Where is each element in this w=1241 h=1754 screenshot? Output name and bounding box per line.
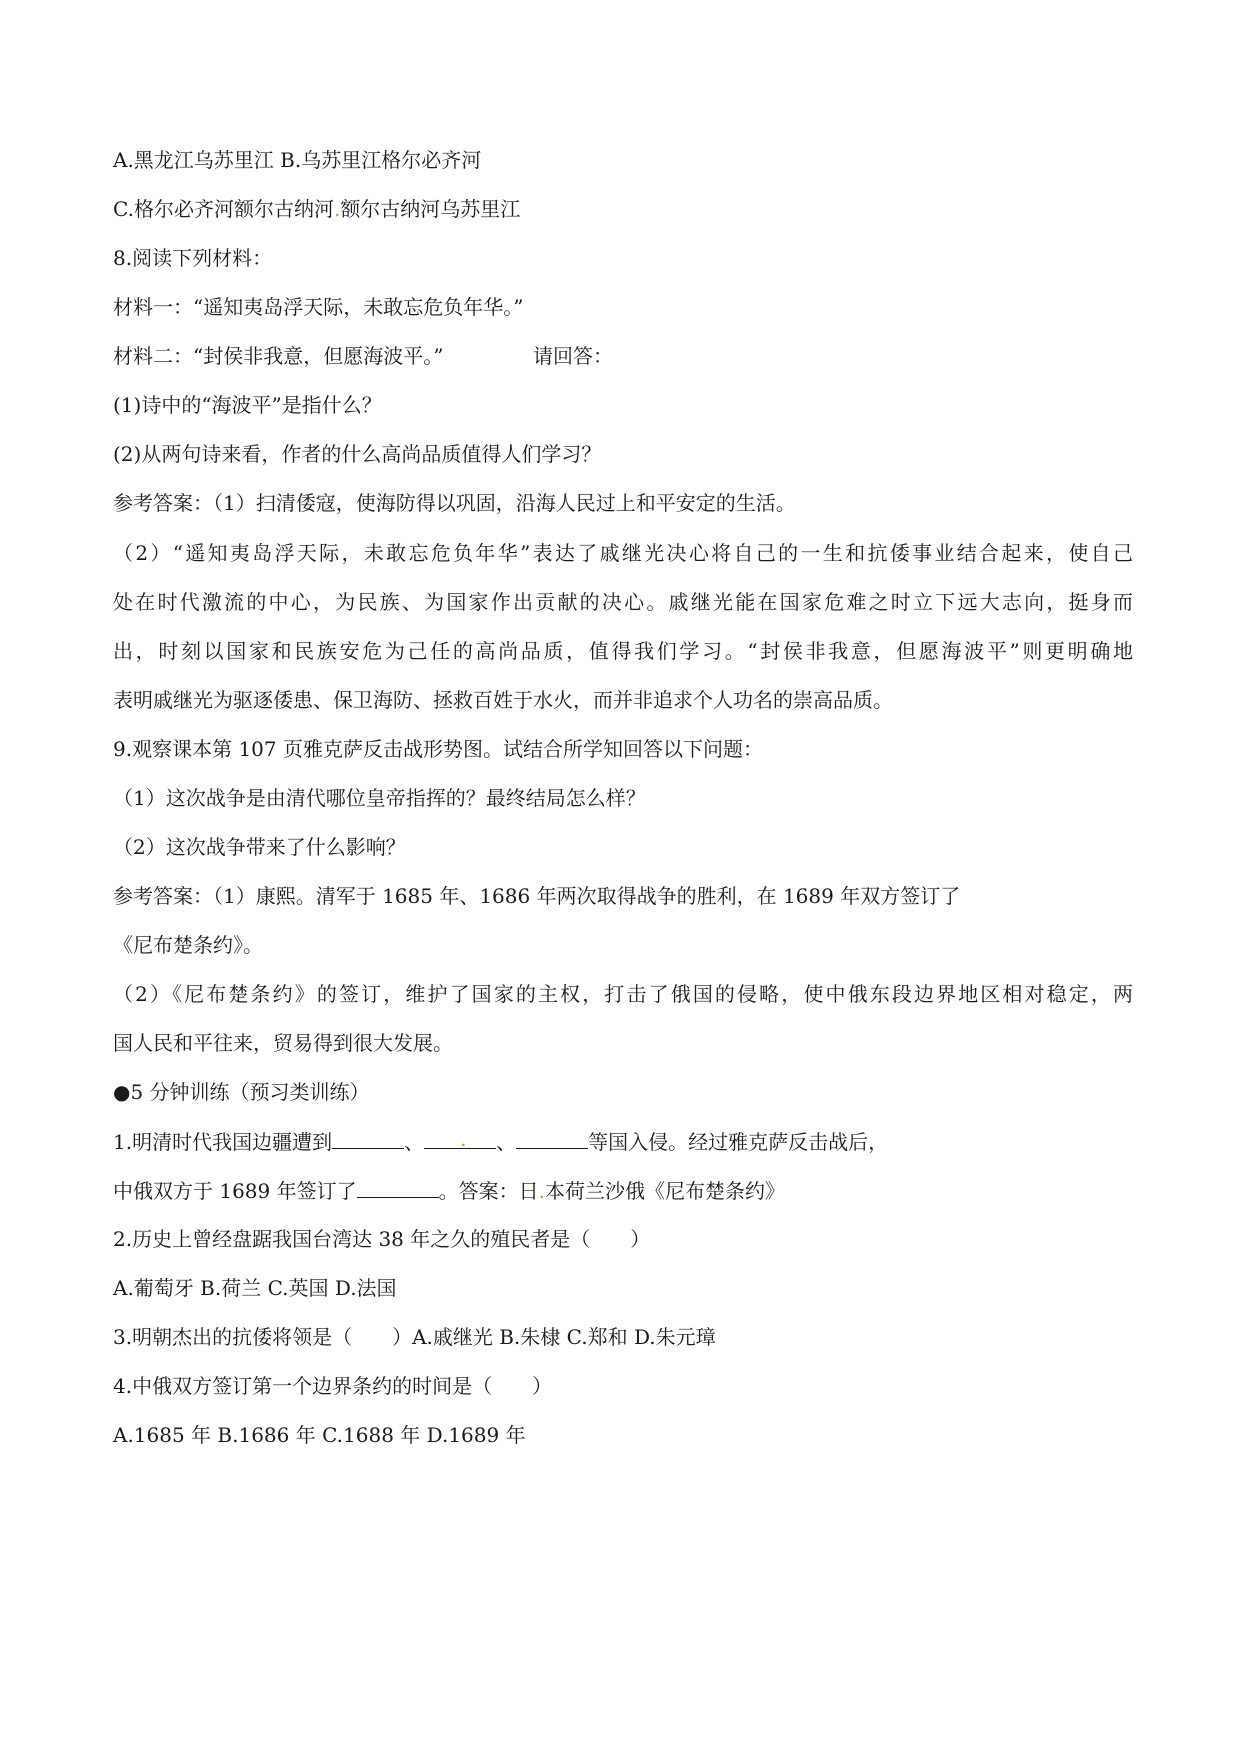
blank-line [332, 1128, 404, 1149]
material-1 [113, 294, 1133, 320]
exercise-4-options [113, 1422, 1133, 1448]
blank-line [516, 1128, 588, 1149]
answer-9-1-line-2 [113, 932, 1133, 958]
answer-8-2-line-1: （2）“遥知夷岛浮天际，未敢忘危负年华”表达了戚继光决心将自己的一生和抗倭事业结合起来，使自己 [113, 541, 1133, 565]
text: (2)从两句诗来看，作者的什么高尚品质值得人们学习？ [113, 442, 602, 466]
option-line-1 [113, 147, 1133, 173]
blank-line [424, 1128, 496, 1149]
answer-8-2-line-2: 处在时代激流的中心，为民族、为国家作出贡献的决心。戚继光能在国家危难之时立下远大志向，挺身而 [113, 590, 1133, 614]
exercise-1-line-1 [113, 1128, 1133, 1155]
text: 中俄双方于 1689 年签订了 [113, 1179, 357, 1203]
text: 等国入侵。经过雅克萨反击战后， [588, 1130, 889, 1154]
text: A.葡萄牙 B.荷兰 C.英国 D.法国 [113, 1276, 397, 1300]
exercise-1-line-2 [113, 1177, 1133, 1204]
dot-mark: . [333, 197, 341, 221]
question-9-title [113, 736, 1133, 762]
text: 国人民和平往来，贸易得到很大发展。 [113, 1031, 453, 1055]
text: 《尼布楚条约》。 [113, 933, 263, 957]
text: 参考答案：（1）扫清倭寇，使海防得以巩固，沿海人民过上和平安定的生活。 [113, 491, 796, 515]
question-9-2 [113, 834, 1133, 860]
answer-9-2-line-2 [113, 1030, 1133, 1056]
text: 4.中俄双方签订第一个边界条约的时间是（ ） [113, 1374, 553, 1398]
answer-8-2-line-4 [113, 687, 1133, 713]
text: （2）这次战争带来了什么影响？ [113, 835, 406, 859]
exercise-2 [113, 1226, 1133, 1252]
answer-9-2-line-1: （2）《尼布楚条约》的签订，维护了国家的主权，打击了俄国的侵略，使中俄东段边界地区相对稳定，两 [113, 982, 1133, 1006]
option-line-2 [113, 196, 1133, 222]
answer-8-1 [113, 490, 1133, 516]
blank-line [357, 1177, 439, 1198]
exercise-4 [113, 1373, 1133, 1399]
text: 2.历史上曾经盘踞我国台湾达 38 年之久的殖民者是（ ） [113, 1227, 651, 1251]
text: （1）这次战争是由清代哪位皇帝指挥的？最终结局怎么样？ [113, 786, 646, 810]
text: A.1685 年 B.1686 年 C.1688 年 D.1689 年 [113, 1423, 526, 1447]
material-2 [113, 343, 1133, 369]
text: 3.明朝杰出的抗倭将领是（ ）A.戚继光 B.朱棣 C.郑和 D.朱元璋 [113, 1325, 716, 1349]
question-8-title [113, 245, 1133, 271]
text: 。答案：日 [438, 1179, 539, 1203]
section-heading [113, 1079, 1133, 1105]
text: 额尔古纳河乌苏里江 [340, 197, 521, 221]
question-8-2 [113, 441, 1133, 467]
exercise-2-options [113, 1275, 1133, 1301]
answer-8-2-line-3: 出，时刻以国家和民族安危为己任的高尚品质，值得我们学习。“封侯非我意，但愿海波平”则更明确地 [113, 639, 1133, 663]
text: 材料一：“遥知夷岛浮天际，未敢忘危负年华。” [113, 295, 524, 319]
question-9-1 [113, 785, 1133, 811]
please-answer: 请回答： [533, 344, 613, 368]
dot-mark: . [460, 1127, 467, 1151]
answer-9-1-line-1 [113, 883, 1133, 909]
text: 、 [404, 1130, 425, 1154]
text: 材料二：“封侯非我意，但愿海波平。” [113, 344, 444, 368]
text: ●5 分钟训练（预习类训练） [113, 1080, 370, 1104]
text: 表明戚继光为驱逐倭患、保卫海防、拯救百姓于水火，而并非追求个人功名的崇高品质。 [113, 688, 893, 712]
text: 9.观察课本第 107 页雅克萨反击战形势图。试结合所学知回答以下问题： [113, 737, 763, 761]
text: 本荷兰沙俄《尼布楚条约》 [544, 1179, 785, 1203]
text: 、 [496, 1130, 517, 1154]
exercise-3 [113, 1324, 1133, 1350]
text: (1)诗中的“海波平”是指什么？ [113, 393, 382, 417]
text: A.黑龙江乌苏里江 B.乌苏里江格尔必齐河 [113, 148, 482, 172]
question-8-1 [113, 392, 1133, 418]
text: 8.阅读下列材料： [113, 246, 273, 270]
text: 参考答案：（1）康熙。清军于 1685 年、1686 年两次取得战争的胜利，在 1689 年双方签订了 [113, 884, 961, 908]
text: 1.明清时代我国边疆遭到 [113, 1130, 333, 1154]
dot-mark: . [538, 1179, 545, 1203]
text: C.格尔必齐河额尔古纳河 [113, 197, 334, 221]
